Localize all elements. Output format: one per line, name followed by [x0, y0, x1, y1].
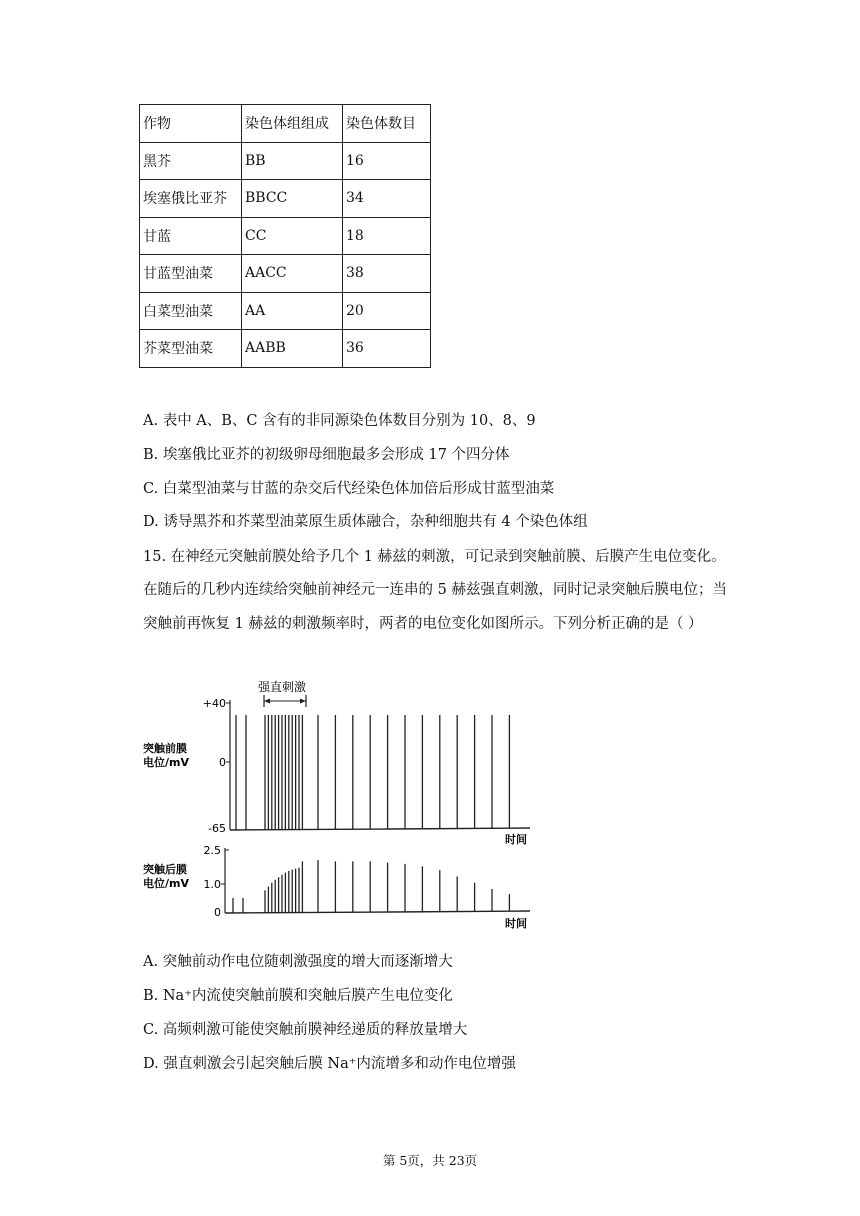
stim-arrow-left	[264, 699, 270, 704]
q15-stem-line-3: 突触前再恢复 1 赫兹的刺激频率时，两者的电位变化如图所示。下列分析正确的是（ ）	[143, 616, 703, 632]
presynaptic-spikes	[236, 715, 509, 830]
bottom-tick-0: 0	[214, 906, 221, 919]
q15-option-c[interactable]: C. 高频刺激可能使突触前膜神经递质的释放量增大	[143, 1022, 468, 1038]
q14-option-a[interactable]: A. 表中 A、B、C 含有的非同源染色体数目分别为 10、8、9	[143, 413, 536, 429]
table-cell: 18	[343, 217, 431, 255]
top-tick-plus40: +40	[202, 697, 226, 710]
top-tick-0: 0	[219, 756, 226, 769]
table-cell: 染色体数目	[343, 105, 431, 143]
q15-option-d[interactable]: D. 强直刺激会引起突触后膜 Na⁺内流增多和动作电位增强	[143, 1056, 516, 1072]
q15-stem-line-2: 在随后的几秒内连续给突触前神经元一连串的 5 赫兹强直刺激，同时记录突触后膜电位；当	[143, 582, 727, 598]
q15-option-a[interactable]: A. 突触前动作电位随刺激强度的增大而逐渐增大	[143, 954, 453, 970]
table-cell: BBCC	[242, 180, 343, 218]
stim-arrow-right	[300, 699, 306, 704]
q14-option-d[interactable]: D. 诱导黑芥和芥菜型油菜原生质体融合，杂种细胞共有 4 个染色体组	[143, 514, 588, 530]
table-header-row	[140, 105, 431, 143]
bottom-ylabel-1: 突触后膜	[143, 863, 187, 876]
table-cell: 作物	[140, 105, 242, 143]
q14-option-b[interactable]: B. 埃塞俄比亚芥的初级卵母细胞最多会形成 17 个四分体	[143, 447, 510, 463]
bottom-tick-1-0: 1.0	[203, 878, 221, 891]
table-cell: 甘蓝	[140, 217, 242, 255]
bottom-xlabel: 时间	[505, 917, 527, 930]
q15-option-b[interactable]: B. Na⁺内流使突触前膜和突触后膜产生电位变化	[143, 988, 453, 1004]
table-cell: BB	[242, 142, 343, 180]
table-cell: 埃塞俄比亚芥	[140, 180, 242, 218]
page-footer: 第 5页，共 23页	[382, 1153, 478, 1168]
bottom-baseline	[225, 911, 530, 913]
table-row	[140, 142, 431, 180]
table-cell: AABB	[242, 330, 343, 368]
table-row	[140, 330, 431, 368]
table-cell: 36	[343, 330, 431, 368]
table-row	[140, 292, 431, 330]
table-row	[140, 217, 431, 255]
table-cell: 甘蓝型油菜	[140, 255, 242, 293]
table-cell: 黑芥	[140, 142, 242, 180]
bottom-ylabel-2: 电位/mV	[143, 877, 189, 890]
table-cell: 染色体组组成	[242, 105, 343, 143]
table-row	[140, 255, 431, 293]
top-ylabel-1: 突触前膜	[143, 742, 187, 755]
stim-label: 强直刺激	[258, 680, 307, 694]
table-cell: CC	[242, 217, 343, 255]
table-cell: 16	[343, 142, 431, 180]
membrane-potential-figure	[140, 670, 540, 935]
table-cell: AA	[242, 292, 343, 330]
table-cell: 38	[343, 255, 431, 293]
table-cell: 白菜型油菜	[140, 292, 242, 330]
table-cell: 34	[343, 180, 431, 218]
crop-chromosome-table	[139, 104, 431, 368]
top-xlabel: 时间	[505, 833, 527, 846]
bottom-tick-2-5: 2.5	[203, 844, 221, 857]
table-cell: AACC	[242, 255, 343, 293]
top-tick-minus65: -65	[208, 822, 226, 835]
postsynaptic-peaks	[233, 860, 509, 913]
q14-option-c[interactable]: C. 白菜型油菜与甘蓝的杂交后代经染色体加倍后形成甘蓝型油菜	[143, 481, 555, 497]
table-row	[140, 180, 431, 218]
top-ylabel-2: 电位/mV	[143, 756, 189, 769]
table-cell: 20	[343, 292, 431, 330]
q15-stem-line-1: 15. 在神经元突触前膜处给予几个 1 赫兹的刺激，可记录到突触前膜、后膜产生电位变化。	[143, 549, 726, 565]
table-cell: 芥菜型油菜	[140, 330, 242, 368]
